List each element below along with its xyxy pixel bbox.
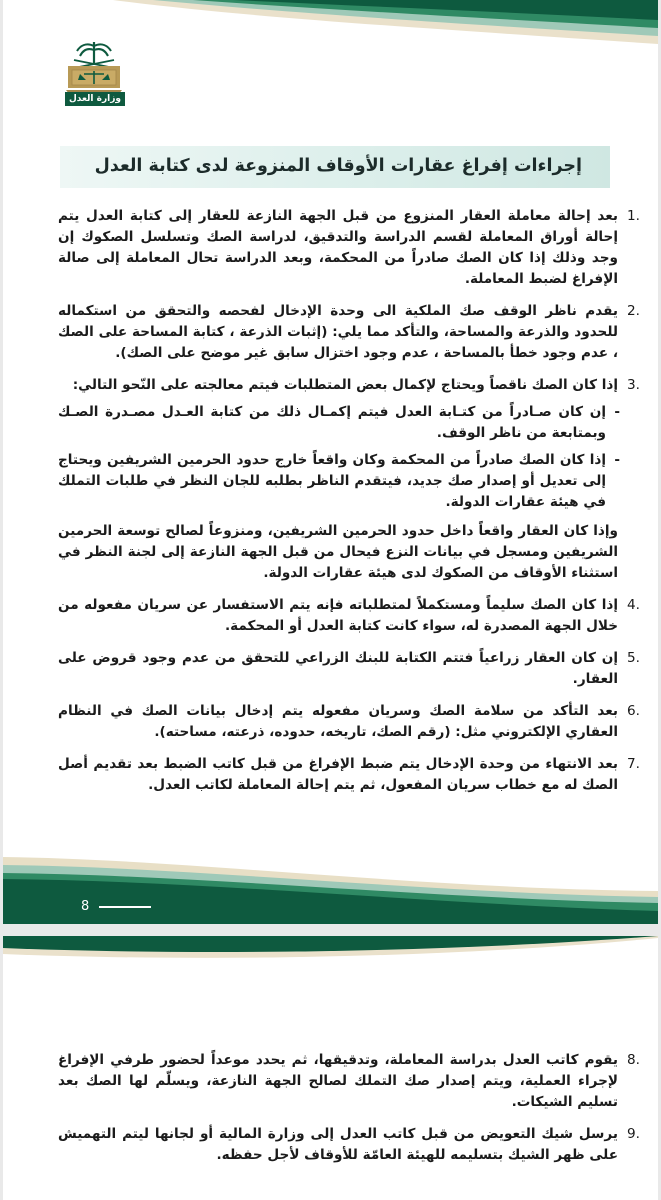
procedure-list-continued: [58, 1050, 640, 1166]
item-text: بعد الانتهاء من وحدة الإدخال يتم ضبط الإفراغ من قبل كاتب الضبط بعد تقديم أصل الصك له مع خطاب سريان المفعول، ثم يتم إحالة المعاملة لكاتب العدل.: [58, 756, 618, 793]
item-number: 9.: [627, 1126, 640, 1142]
item-number: 2.: [627, 303, 640, 319]
item-text: يقدم ناظر الوقف صك الملكية الى وحدة الإدخال لفحصه والتحقق من استكماله للحدود والذرعة والمساحة، والتأكد مما يلي: (إثبات الذرعة ، كتابة المساحة على الصك ، عدم وجود خطأ بالمساحة ، عدم وجود اختزال سابق غير موضح على الصك).: [58, 303, 618, 361]
page-number: 8: [81, 899, 90, 914]
list-item: [58, 206, 640, 290]
list-item: [58, 1124, 640, 1166]
item-number: 6.: [627, 703, 640, 719]
dash-bullet: -: [614, 404, 620, 420]
logo-text: وزارة العدل: [65, 92, 125, 106]
sub-item-text: إذا كان الصك صادراً من المحكمة وكان واقعاً خارج حدود الحرمين الشريفين ويحتاج إلى تعديل أو إصدار صك جديد، فيتقدم الناظر بطلبه للجان النظر في طلبات التملك في هيئة عقارات الدولة.: [58, 452, 606, 510]
item-text: إن كان العقار زراعياً فتتم الكتابة للبنك الزراعي للتحقق من عدم وجود قروض على العقار.: [58, 650, 618, 687]
item-paragraph: وإذا كان العقار واقعاً داخل حدود الحرمين الشريفين، ومنزوعاً لصالح توسعة الحرمين الشريفين ومسجل في بيانات النزع فيحال من قبل الجهة النازعة إلى لجنة النظر في استثناء الأوقاف من الصكوك لدى هيئة عقارات الدولة.: [58, 523, 618, 581]
item-number: 1.: [627, 208, 640, 224]
sub-item: [58, 402, 620, 444]
item-number: 5.: [627, 650, 640, 666]
item-number: 3.: [627, 377, 640, 393]
dash-bullet: -: [614, 452, 620, 468]
sub-item-text: إن كان صـادراً من كتـابة العدل فيتم إكمـال ذلك من كتابة العـدل مصـدرة الصـك وبمتابعة من ناظر الوقف.: [58, 404, 606, 441]
page-number-line: [99, 906, 151, 908]
item-number: 4.: [627, 597, 640, 613]
item-text: يرسل شيك التعويض من قبل كاتب العدل إلى وزارة المالية أو لجانها ليتم التهميش على ظهر الشيك بتسليمه للهيئة العامّة للأوقاف لأجل حفظه.: [58, 1126, 618, 1163]
list-item: [58, 301, 640, 364]
document-page-2: [3, 936, 658, 1200]
list-item: [58, 595, 640, 637]
section-title-bar: [60, 146, 610, 188]
list-item: [58, 701, 640, 743]
item-text: يقوم كاتب العدل بدراسة المعاملة، وتدقيقها، ثم يحدد موعداً لحضور طرفي الإفراغ لإجراء العملية، ويتم إصدار صك التملك لصالح الجهة النازعة، ويسلّم لها الصك بعد تسليم الشيكات.: [58, 1052, 618, 1110]
document-page-1: [3, 0, 658, 924]
item-text: بعد إحالة معاملة العقار المنزوع من قبل الجهة النازعة للعقار إلى كتابة العدل يتم إحالة أوراق المعاملة لقسم الدراسة والتدقيق، لدراسة الصك وتسلسل الصكوك إن وجد وذلك إذا كان الصك صادراً من المحكمة، وبعد الدراسة تحال المعاملة إلى صالة الإفراغ لضبط المعاملة.: [58, 208, 618, 287]
top-wave-decoration: [3, 936, 658, 962]
item-number: 7.: [627, 756, 640, 772]
sub-item: [58, 450, 620, 513]
procedure-list: [58, 206, 640, 796]
list-item: [58, 648, 640, 690]
item-number: 8.: [627, 1052, 640, 1068]
item-text: إذا كان الصك سليماً ومستكملاً لمتطلباته فإنه يتم الاستفسار عن سريان مفعوله من خلال الجهة المصدرة له، سواء كانت كتابة العدل أو المحكمة.: [58, 597, 618, 634]
list-item: [58, 375, 640, 584]
item-text: إذا كان الصك ناقصاً ويحتاج لإكمال بعض المتطلبات فيتم معالجته على النّحو التالي:: [72, 377, 618, 393]
list-item: [58, 754, 640, 796]
bottom-wave-decoration: [3, 849, 658, 924]
list-item: [58, 1050, 640, 1113]
section-title: إجراءات إفراغ عقارات الأوقاف المنزوعة لدى كتابة العدل: [94, 156, 582, 176]
item-text: بعد التأكد من سلامة الصك وسريان مفعوله يتم إدخال بيانات الصك في النظام العقاري الإلكتروني مثل: (رقم الصك، تاريخه، حدوده، ذرعته، مساحته).: [58, 703, 618, 740]
